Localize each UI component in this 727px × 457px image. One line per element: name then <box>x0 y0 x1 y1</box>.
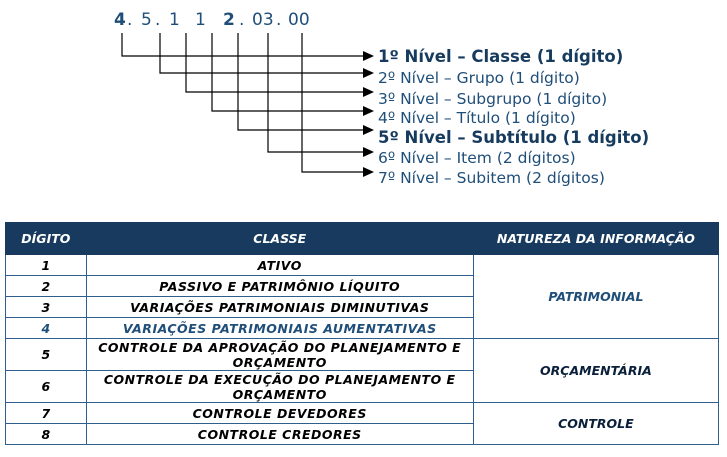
classe-cell: PASSIVO E PATRIMÔNIO LÍQUITO <box>86 276 473 297</box>
connector-level-2 <box>160 33 364 73</box>
table-row <box>6 403 719 424</box>
arrowhead-icon <box>363 167 374 177</box>
level-2-label: 2º Nível – Grupo (1 dígito) <box>378 69 580 87</box>
arrowhead-icon <box>363 147 374 157</box>
arrowhead-icon <box>363 125 374 135</box>
class-table <box>5 222 719 445</box>
natureza-cell-patrimonial: PATRIMONIAL <box>473 255 718 339</box>
classe-cell: VARIAÇÕES PATRIMONIAIS DIMINUTIVAS <box>86 297 473 318</box>
connector-level-3 <box>186 33 364 92</box>
code-digit-2: 5 <box>141 10 152 30</box>
connector-level-7 <box>302 33 364 172</box>
code-digit-3: 1 <box>169 10 180 30</box>
level-5-label: 5º Nível – Subtítulo (1 dígito) <box>378 128 650 147</box>
arrowhead-icon <box>363 51 374 61</box>
classe-cell: ATIVO <box>86 255 473 276</box>
level-6-label: 6º Nível – Item (2 dígitos) <box>378 149 576 167</box>
table-header-row <box>6 223 719 255</box>
arrowheads <box>363 51 374 177</box>
level-7-label: 7º Nível – Subitem (2 dígitos) <box>378 169 605 187</box>
code-separator: . <box>276 10 282 30</box>
connector-level-4 <box>212 33 364 111</box>
connector-level-5 <box>238 33 364 130</box>
code-separator: . <box>155 10 161 30</box>
code-digit-5: 2 <box>223 10 235 30</box>
code-separator: . <box>239 10 245 30</box>
digit-cell: 4 <box>6 318 87 339</box>
account-code-structure-diagram <box>0 0 727 200</box>
arrowhead-icon <box>363 106 374 116</box>
digit-cell: 5 <box>6 339 87 371</box>
natureza-cell-orcamentaria: ORÇAMENTÁRIA <box>473 339 718 403</box>
level-3-label: 3º Nível – Subgrupo (1 dígito) <box>378 90 608 108</box>
classe-cell: CONTROLE CREDORES <box>86 424 473 445</box>
digit-cell: 7 <box>6 403 87 424</box>
table-row <box>6 339 719 371</box>
natureza-cell-controle: CONTROLE <box>473 403 718 445</box>
header-digito: DÍGITO <box>6 223 87 255</box>
classe-cell: CONTROLE DA EXECUÇÃO DO PLANEJAMENTO E ORÇAMENTO <box>86 371 473 403</box>
level-1-label: 1º Nível – Classe (1 dígito) <box>378 47 624 66</box>
classe-cell: VARIAÇÕES PATRIMONIAIS AUMENTATIVAS <box>86 318 473 339</box>
digit-cell: 2 <box>6 276 87 297</box>
classe-cell: CONTROLE DA APROVAÇÃO DO PLANEJAMENTO E ORÇAMENTO <box>86 339 473 371</box>
level-4-label: 4º Nível – Título (1 dígito) <box>378 109 576 127</box>
code-separator: . <box>127 10 133 30</box>
connector-lines <box>122 33 364 172</box>
code-digit-1: 4 <box>114 10 126 30</box>
code-digit-4: 1 <box>195 10 206 30</box>
connector-level-1 <box>122 33 364 56</box>
digit-cell: 6 <box>6 371 87 403</box>
digit-cell: 1 <box>6 255 87 276</box>
classe-cell: CONTROLE DEVEDORES <box>86 403 473 424</box>
header-natureza: NATUREZA DA INFORMAÇÃO <box>473 223 718 255</box>
arrowhead-icon <box>363 68 374 78</box>
arrowhead-icon <box>363 87 374 97</box>
header-classe: CLASSE <box>86 223 473 255</box>
table-row <box>6 255 719 276</box>
code-digit-6: 03 <box>252 10 274 30</box>
digit-cell: 8 <box>6 424 87 445</box>
code-digit-7: 00 <box>288 10 310 30</box>
digit-cell: 3 <box>6 297 87 318</box>
